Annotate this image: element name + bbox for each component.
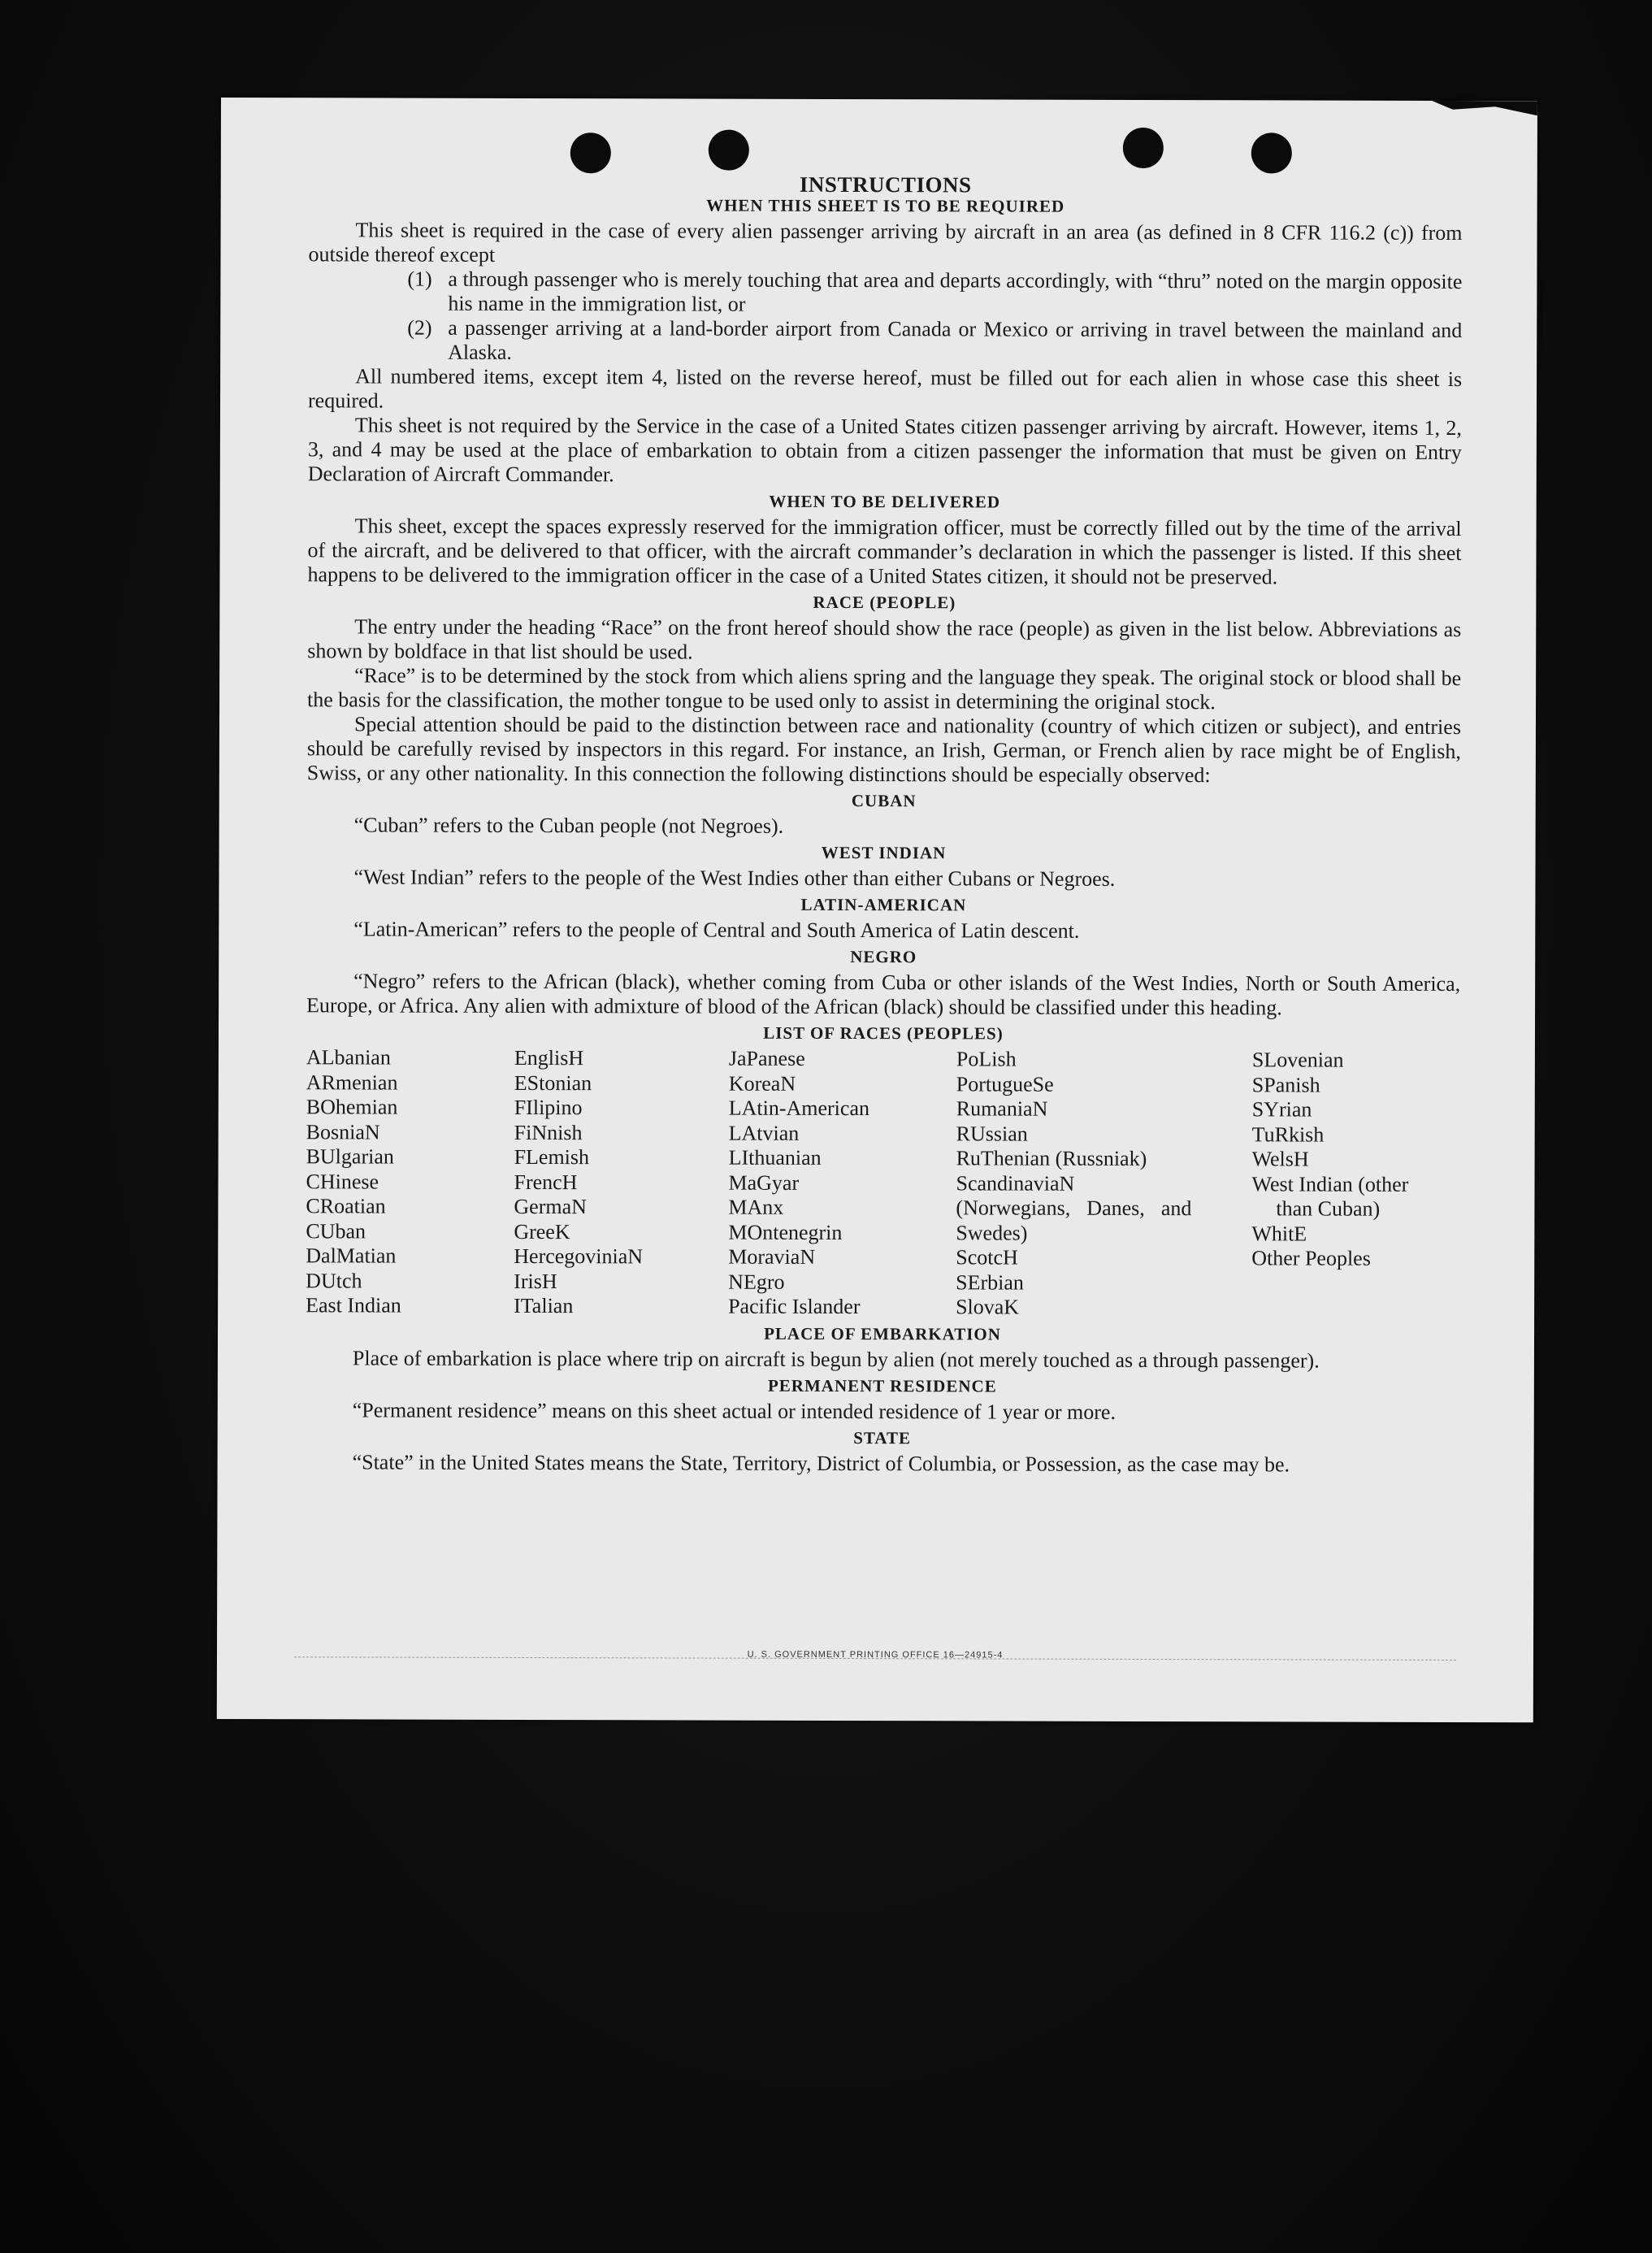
item-text: a passenger arriving at a land-border airport from Canada or Mexico or arriving in travel between the mainland and Alaska. [448,315,1463,364]
printing-office-footer: U. S. GOVERNMENT PRINTING OFFICE 16—24915-4 [747,1649,1004,1660]
race-entry: ScotcH [956,1245,1018,1270]
paragraph: “Latin-American” refers to the people of Central and South America of Latin descent. [353,917,1080,943]
heading-place-of-embarkation: PLACE OF EMBARKATION [764,1323,1001,1344]
race-entry: DUtch [306,1268,362,1292]
races-column-5 [1251,1048,1460,1321]
punch-hole [570,132,611,173]
race-entry: ScandinaviaN (Norwegians, Danes, and Swedes) [956,1170,1192,1245]
race-entry: CRoatian [306,1194,386,1218]
race-entry: IrisH [514,1269,557,1293]
race-entry: ARmenian [306,1070,398,1095]
paragraph: “Negro” refers to the African (black), whether coming from Cuba or other islands of the West Indies, North or South America, Europe, or Africa. Any alien with admixture of blood of the African (black) should be classified under this heading. [306,969,1461,1020]
heading-negro: NEGRO [850,947,917,967]
paragraph: This sheet is not required by the Service in the case of a United States citizen passenger arriving by aircraft. However, items 1, 2, 3, and 4 may be used at the place of embarkation to obtain from a citizen passenger the information that must be given on Entry Declaration of Aircraft Commander. [307,413,1462,487]
heading-when-delivered: WHEN TO BE DELIVERED [769,491,1001,512]
paragraph: Special attention should be paid to the distinction between race and nationality (country of which citizen or subject), and entries should be carefully revised by inspectors in this regard. For instance, an Irish, German, or French alien by race might be of English, Swiss, or any other nationality. In this connection the following distinctions should be especially observed: [306,712,1462,788]
item-number: (1) [407,267,432,291]
race-entry: LAtin-American [728,1096,870,1121]
race-entry: ALbanian [306,1045,391,1070]
heading-west-indian: WEST INDIAN [821,842,947,863]
race-entry: WelsH [1251,1147,1309,1171]
race-entry: GermaN [514,1194,587,1219]
list-item [407,267,1462,319]
race-entry: EnglisH [514,1045,584,1070]
heading-when-required: WHEN THIS SHEET IS TO BE REQUIRED [706,195,1065,216]
race-entry: East Indian [306,1293,401,1318]
paragraph: All numbered items, except item 4, listed on the reverse hereof, must be filled out for each alien in whose case this sheet is required. [307,364,1463,413]
race-entry: SLovenian [1251,1048,1344,1072]
race-entry: BosniaN [306,1119,380,1144]
race-entry: SPanish [1251,1072,1320,1097]
race-entry: RumaniaN [956,1096,1048,1121]
race-entry: West Indian (other [1251,1171,1409,1196]
list-item [407,316,1462,367]
race-entry: than Cuban) [1276,1196,1381,1221]
race-entry: SlovaK [956,1295,1020,1319]
races-column-1 [306,1045,514,1318]
race-entry: RuThenian (Russniak) [956,1146,1147,1170]
race-entry: PortugueSe [956,1071,1054,1096]
race-entry: SErbian [956,1270,1024,1295]
race-entry: BOhemian [306,1095,398,1119]
race-entry: EStonian [514,1070,592,1095]
race-entry: MoraviaN [728,1244,816,1269]
race-entry: MaGyar [728,1170,800,1195]
races-list [306,1045,1460,1321]
race-entry: SYrian [1251,1097,1312,1122]
race-entry: WhitE [1251,1221,1307,1246]
heading-state: STATE [853,1427,912,1448]
paragraph: The entry under the heading “Race” on the front hereof should show the race (people) as given in the list below. Abbreviations as shown by boldface in that list should be used. [307,614,1462,664]
punch-hole [709,130,749,171]
race-entry: FiNnish [514,1120,583,1144]
heading-latin-american: LATIN-AMERICAN [800,894,967,915]
torn-corner [1432,101,1537,115]
race-entry: CHinese [306,1169,379,1194]
race-entry: LIthuanian [728,1145,822,1170]
race-entry: BUlgarian [306,1144,394,1169]
race-entry: LAtvian [728,1121,800,1145]
paragraph: “Permanent residence” means on this sheet actual or intended residence of 1 year or more. [352,1397,1117,1424]
punch-hole [1123,128,1164,168]
heading-race: RACE (PEOPLE) [813,592,956,613]
race-entry: TuRkish [1251,1122,1325,1147]
instruction-sheet [217,98,1537,1722]
race-entry: MAnx [728,1195,784,1219]
heading-permanent-residence: PERMANENT RESIDENCE [767,1375,997,1396]
paragraph: This sheet is required in the case of every alien passenger arriving by aircraft in an area (as defined in 8 CFR 116.2 (c)) from outside thereof except [308,218,1463,267]
race-entry: RUssian [956,1121,1028,1146]
race-entry: ITalian [514,1293,574,1318]
race-entry: PoLish [956,1047,1017,1071]
heading-list-of-races: LIST OF RACES (PEOPLES) [763,1022,1004,1044]
race-entry: NEgro [728,1270,785,1294]
races-column-3 [728,1047,956,1320]
paragraph: “State” in the United States means the State, Territory, District of Columbia, or Possession, as the case may be. [352,1449,1290,1476]
heading-cuban: CUBAN [851,791,917,811]
item-text: a through passenger who is merely touching that area and departs accordingly, with “thru” noted on the margin opposite his name in the immigration list, or [448,267,1463,316]
paragraph: “Race” is to be determined by the stock from which aliens spring and the language they speak. The original stock or blood shall be the basis for the classification, the mother tongue to be used only to assist in determining the original stock. [307,663,1462,714]
punch-hole [1251,132,1292,173]
races-column-2 [514,1046,729,1319]
race-entry: DalMatian [306,1244,397,1268]
paragraph: Place of embarkation is place where trip on aircraft is begun by alien (not merely touched as a through passenger). [352,1345,1320,1373]
paragraph: This sheet, except the spaces expressly reserved for the immigration officer, must be correctly filled out by the time of the arrival of the aircraft, and be delivered to that officer, with the aircraft commander’s declaration in which the passenger is listed. If this sheet happens to be delivered to the immigration officer in the case of a United States citizen, it should not be preserved. [307,514,1462,589]
races-column-4 [956,1047,1252,1320]
race-entry: MOntenegrin [728,1220,843,1244]
race-entry: Pacific Islander [728,1294,861,1319]
race-entry: KoreaN [728,1071,796,1096]
document-body [306,171,1463,1477]
race-entry: FLemish [514,1144,590,1170]
race-entry: FIlipino [514,1095,583,1120]
race-entry: Other Peoples [1251,1246,1371,1270]
document-title: INSTRUCTIONS [799,171,972,198]
paragraph: “West Indian” refers to the people of the West Indies other than either Cubans or Negroes. [353,865,1116,891]
item-number: (2) [407,315,432,340]
paragraph: “Cuban” refers to the Cuban people (not Negroes). [353,813,784,838]
race-entry: HercegoviniaN [514,1244,644,1269]
race-entry: JaPanese [728,1046,805,1070]
race-entry: FrencH [514,1170,578,1194]
race-entry: GreeK [514,1219,570,1244]
race-entry: CUban [306,1218,366,1243]
